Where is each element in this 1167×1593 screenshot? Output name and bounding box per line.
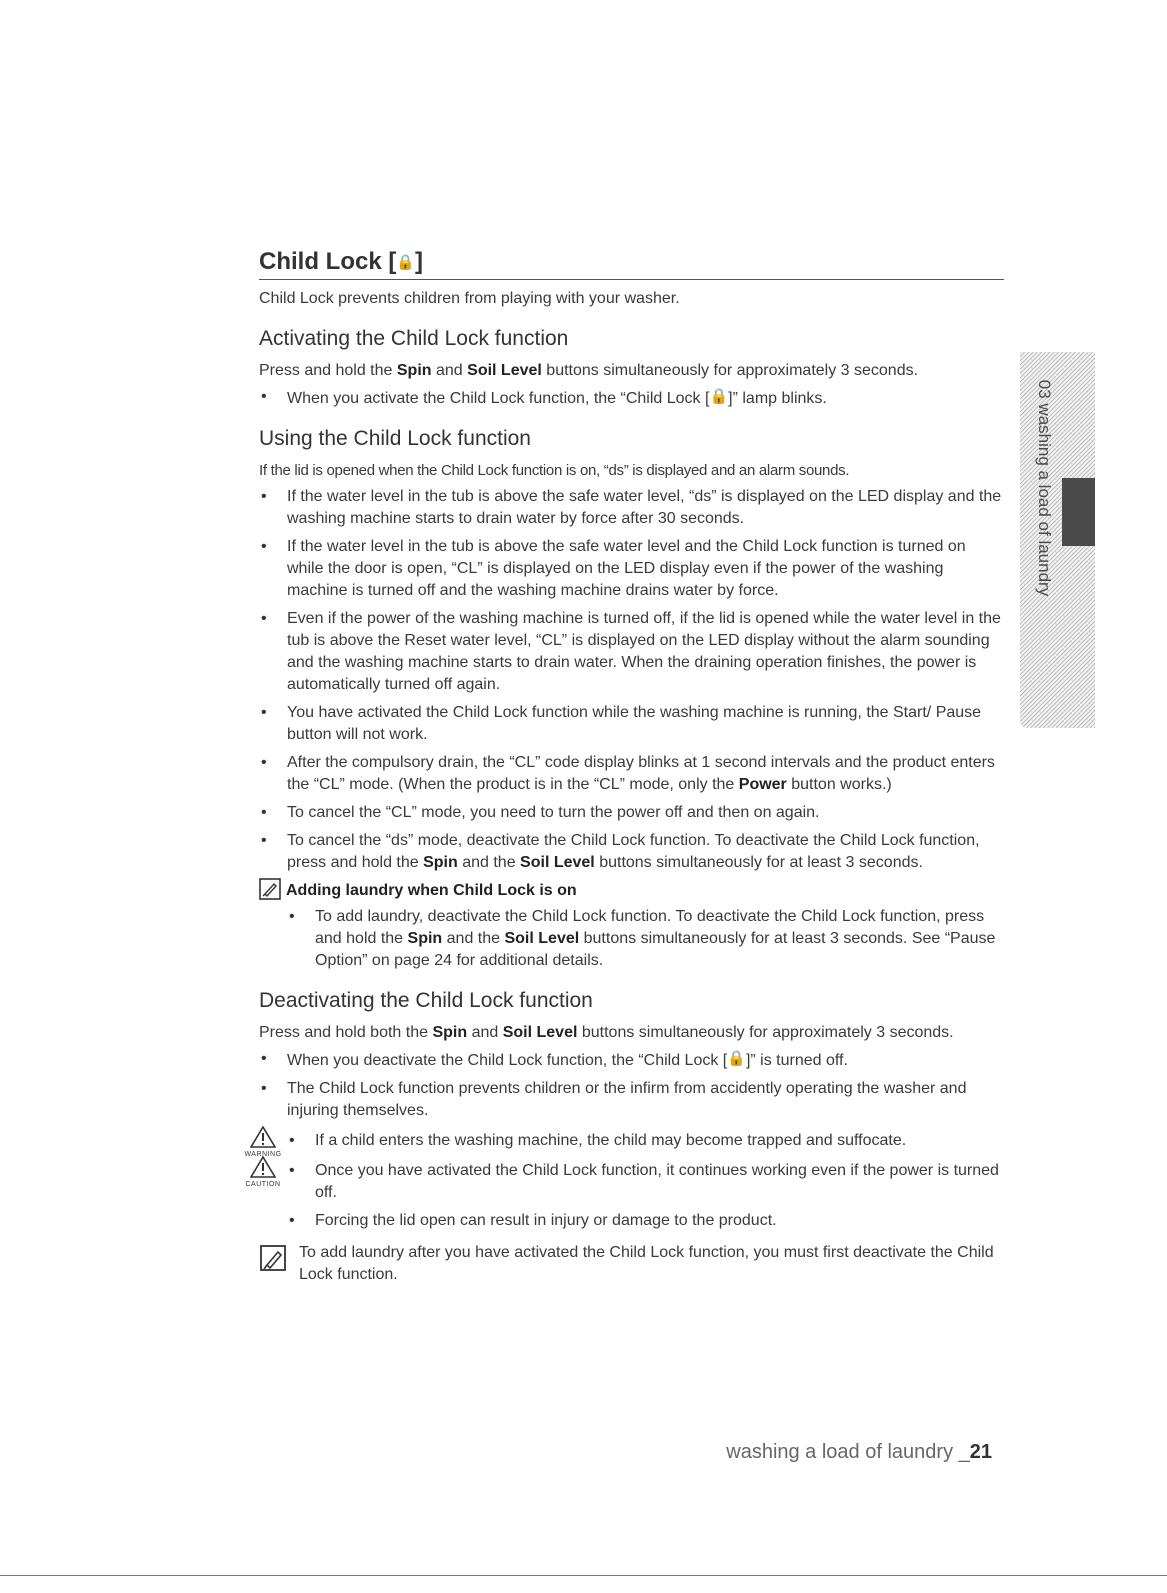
page-title (259, 248, 1004, 280)
note-icon (259, 878, 281, 900)
spin-label: Spin (396, 362, 432, 379)
note-icon (259, 1244, 289, 1274)
intro-text: Child Lock prevents children from playing with your washer. (259, 290, 680, 307)
text: To cancel the “ds” mode, deactivate the Child Lock function. To deactivate the Child Lock function, press and hold the (287, 832, 980, 871)
caution-symbol (241, 1156, 285, 1188)
title-text: Child Lock [ (259, 248, 397, 275)
text: and the (457, 854, 521, 871)
deactivating-heading: Deactivating the Child Lock function (259, 989, 593, 1012)
text: buttons simultaneously for approximately 3 seconds. (541, 362, 919, 379)
list-item: • If the water level in the tub is above the safe water level and the Child Lock function is turned on while the door is open, “CL” is displayed on the LED display even if the power of the washing machine is turned off and the washing machine drains water by force. (259, 536, 1004, 602)
deactivating-paragraph (259, 1022, 1004, 1044)
list-item: • To cancel the “CL” mode, you need to turn the power off and then on again. (259, 802, 1004, 824)
note-adding-laundry (259, 880, 1004, 972)
spin-label: Spin (407, 930, 443, 947)
lock-icon: 🔒 (709, 388, 729, 405)
text: Press and hold both the (259, 1024, 433, 1041)
warning-list (259, 1130, 1004, 1152)
warning-label: WARNING (244, 1151, 282, 1158)
text: buttons simultaneously for approximately 3 seconds. (577, 1024, 954, 1041)
using-intro: If the lid is opened when the Child Lock function is on, “ds” is displayed and an alarm sounds. (259, 462, 850, 479)
soil-level-label: Soil Level (502, 1024, 578, 1041)
power-label: Power (738, 776, 787, 793)
list-item: • You have activated the Child Lock function while the washing machine is running, the Start/ Pause button will not work. (259, 702, 1004, 746)
warning-triangle-icon (250, 1126, 276, 1148)
final-note (259, 1242, 1004, 1286)
title-close: ] (415, 248, 424, 275)
list-item: • Once you have activated the Child Lock function, it continues working even if the power is turned off. (287, 1160, 1004, 1204)
text: After the compulsory drain, the “CL” code display blinks at 1 second intervals and the product enters the “CL” mode. (When the product is in the “CL” mode, only the (287, 754, 995, 793)
soil-level-label: Soil Level (520, 854, 595, 871)
caution-block (245, 1160, 1004, 1232)
list-item (259, 752, 1004, 796)
caution-triangle-icon (250, 1156, 276, 1178)
activating-heading: Activating the Child Lock function (259, 327, 569, 350)
side-tab-text: 03 washing a load of laundry (1035, 379, 1054, 597)
page-footer (726, 1441, 992, 1464)
text: and (467, 1024, 503, 1041)
lock-icon: 🔒 (727, 1050, 746, 1067)
bottom-rule (0, 1575, 1167, 1576)
text: When you deactivate the Child Lock function, the “Child Lock [ (287, 1052, 728, 1069)
warning-symbol (241, 1126, 285, 1158)
text: buttons simultaneously for at least 3 seconds. See “Pause Option” on page 24 for additional details. (315, 930, 996, 969)
activating-list (259, 386, 1004, 410)
page-number: 21 (969, 1441, 992, 1463)
spin-label: Spin (423, 854, 458, 871)
text: To add laundry, deactivate the Child Lock function. To deactivate the Child Lock function, press and hold the (315, 908, 985, 947)
text: button works.) (786, 776, 892, 793)
spin-label: Spin (432, 1024, 468, 1041)
warning-block (244, 1130, 1004, 1158)
text: buttons simultaneously for at least 3 seconds. (594, 854, 923, 871)
page-content (244, 248, 1004, 1286)
text: When you activate the Child Lock function, the “Child Lock [ (287, 390, 710, 407)
final-note-text: To add laundry after you have activated the Child Lock function, you must first deactivate the Child Lock function. (299, 1244, 994, 1283)
note-list (287, 906, 1004, 972)
footer-text: washing a load of laundry _ (726, 1441, 970, 1463)
using-list (259, 486, 1004, 874)
list-item: • Even if the power of the washing machine is turned off, if the lid is opened while the water level in the tub is above the Reset water level, “CL” is displayed on the LED display without the alarm sounding and the washing machine starts to drain water. When the draining operation finishes, the power is automatically turned off again. (259, 608, 1004, 696)
list-item: • Forcing the lid open can result in injury or damage to the product. (287, 1210, 1004, 1232)
list-item: • The Child Lock function prevents children or the infirm from accidently operating the washer and injuring themselves. (259, 1078, 1004, 1122)
activating-paragraph (259, 360, 1004, 382)
text: ]” is turned off. (745, 1052, 848, 1069)
list-item: • If the water level in the tub is above the safe water level, “ds” is displayed on the LED display and the washing machine starts to drain water by force after 30 seconds. (259, 486, 1004, 530)
text: and (431, 362, 468, 379)
list-item (259, 1048, 1004, 1072)
soil-level-label: Soil Level (504, 930, 580, 947)
text: and the (442, 930, 505, 947)
side-tab-label (1022, 352, 1062, 632)
lock-icon: 🔒 (396, 254, 416, 271)
text: Press and hold the (259, 362, 397, 379)
text: ]” lamp blinks. (728, 390, 827, 407)
note-title: Adding laundry when Child Lock is on (286, 882, 577, 899)
list-item (259, 830, 1004, 874)
soil-level-label: Soil Level (467, 362, 542, 379)
caution-label: CAUTION (245, 1181, 281, 1188)
using-heading: Using the Child Lock function (259, 427, 531, 450)
deactivating-list (259, 1048, 1004, 1122)
list-item: • If a child enters the washing machine, the child may become trapped and suffocate. (287, 1130, 1004, 1152)
list-item (259, 386, 1004, 410)
caution-list (259, 1160, 1004, 1232)
list-item (287, 906, 1004, 972)
